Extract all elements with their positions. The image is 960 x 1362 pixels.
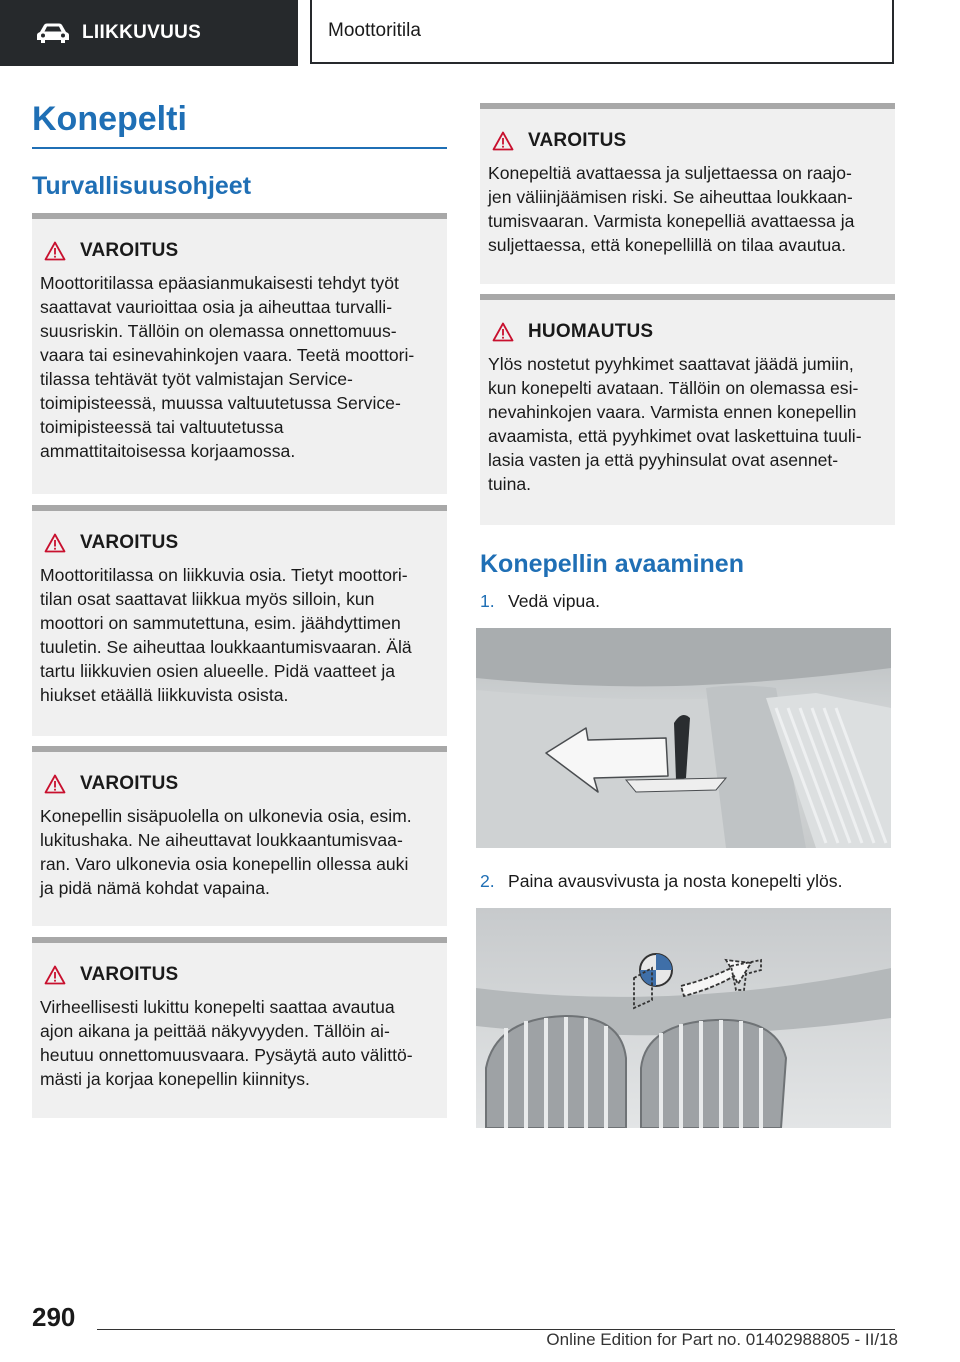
opening-subheading: Konepellin avaaminen	[480, 550, 744, 578]
step-text: Vedä vipua.	[508, 591, 600, 611]
title-divider	[32, 147, 447, 149]
notice-body: Moottoritilassa on liikkuvia osia. Tietyt moottori- tilan osat saattavat liikkua myös silloin, kun moottori on sammutettuna, esim. jäähdyttimen tuuletin. Se aiheuttaa loukkaantumisvaaran. Älä tartu liikkuvien osien alueelle. Pidä vaatteet ja hiukset etäällä liikkuvista osista.	[40, 565, 412, 705]
warning-triangle-icon	[44, 965, 66, 985]
car-icon	[36, 22, 70, 44]
warning-triangle-icon	[492, 322, 514, 342]
notice-title: VAROITUS	[80, 240, 179, 261]
notice-body: Moottoritilassa epäasianmukaisesti tehdyt työt saattavat vaurioittaa osia ja aiheuttaa turvalli- suusriskin. Tällöin on olemassa onnettomuus- vaara tai esinevahinkojen vaara. Teetä moottori- tilassa tehtävät työt valmistajan Service- toimipisteessä, muussa valtuutetussa Service- toimipisteessä tai valtuutetussa ammattitaitoisessa korjaamossa.	[40, 273, 415, 461]
section-label: LIIKKUVUUS	[82, 22, 202, 43]
step-text: Paina avausvivusta ja nosta konepelti ylös.	[508, 871, 843, 891]
warning-notice-3	[32, 746, 447, 926]
warning-notice-2	[32, 505, 447, 736]
notice-title: VAROITUS	[80, 773, 179, 794]
step-number: 1.	[480, 591, 495, 611]
notice-body: Konepellin sisäpuolella on ulkonevia osia, esim. lukitushaka. Ne aiheuttavat loukkaantumisvaa- ran. Varo ulkonevia osia konepellin ollessa auki ja pidä nämä kohdat vapaina.	[40, 806, 412, 898]
caution-notice	[480, 294, 895, 525]
notice-title: VAROITUS	[80, 532, 179, 553]
warning-notice-5	[480, 103, 895, 284]
notice-body: Virheellisesti lukittu konepelti saattaa avautua ajon aikana ja peittää näkyvyyden. Tällöin ai- heutuu onnettomuusvaara. Pysäytä auto välittö- mästi ja korjaa konepellin kiinnitys.	[40, 997, 413, 1089]
warning-notice-1	[32, 213, 447, 494]
warning-triangle-icon	[44, 533, 66, 553]
notice-body: Konepeltiä avattaessa ja suljettaessa on raajo- jen väliinjäämisen riski. Se aiheuttaa loukkaan- tumisvaaran. Varmista konepelliä avattaessa ja suljettaessa, että konepellillä on tilaa avautua.	[488, 163, 855, 255]
page-header	[0, 0, 960, 66]
notice-body: Ylös nostetut pyyhkimet saattavat jäädä jumiin, kun konepelti avataan. Tällöin on olemassa esi- nevahinkojen vaara. Varmista ennen konepellin avaamista, että pyyhkimet ovat laskettuina tuuli- lasia vasten ja että pyyhinsulat ovat asennet- tuina.	[488, 354, 862, 494]
step-number: 2.	[480, 871, 495, 891]
section-tab	[0, 0, 298, 66]
edition-note: Online Edition for Part no. 01402988805 - II/18	[546, 1330, 898, 1349]
warning-triangle-icon	[44, 774, 66, 794]
warning-triangle-icon	[492, 131, 514, 151]
step-2	[480, 869, 842, 893]
notice-title: VAROITUS	[528, 130, 627, 151]
safety-subheading: Turvallisuusohjeet	[32, 172, 252, 200]
lever-illustration	[476, 628, 891, 848]
bonnet-illustration	[476, 908, 891, 1128]
chapter-tab	[310, 0, 894, 64]
notice-title: VAROITUS	[80, 964, 179, 985]
page-title: Konepelti	[32, 100, 187, 138]
step-1	[480, 589, 600, 613]
chapter-label: Moottoritila	[328, 20, 421, 41]
warning-triangle-icon	[44, 241, 66, 261]
warning-notice-4	[32, 937, 447, 1118]
page-number: 290	[32, 1302, 76, 1332]
notice-title: HUOMAUTUS	[528, 321, 654, 342]
